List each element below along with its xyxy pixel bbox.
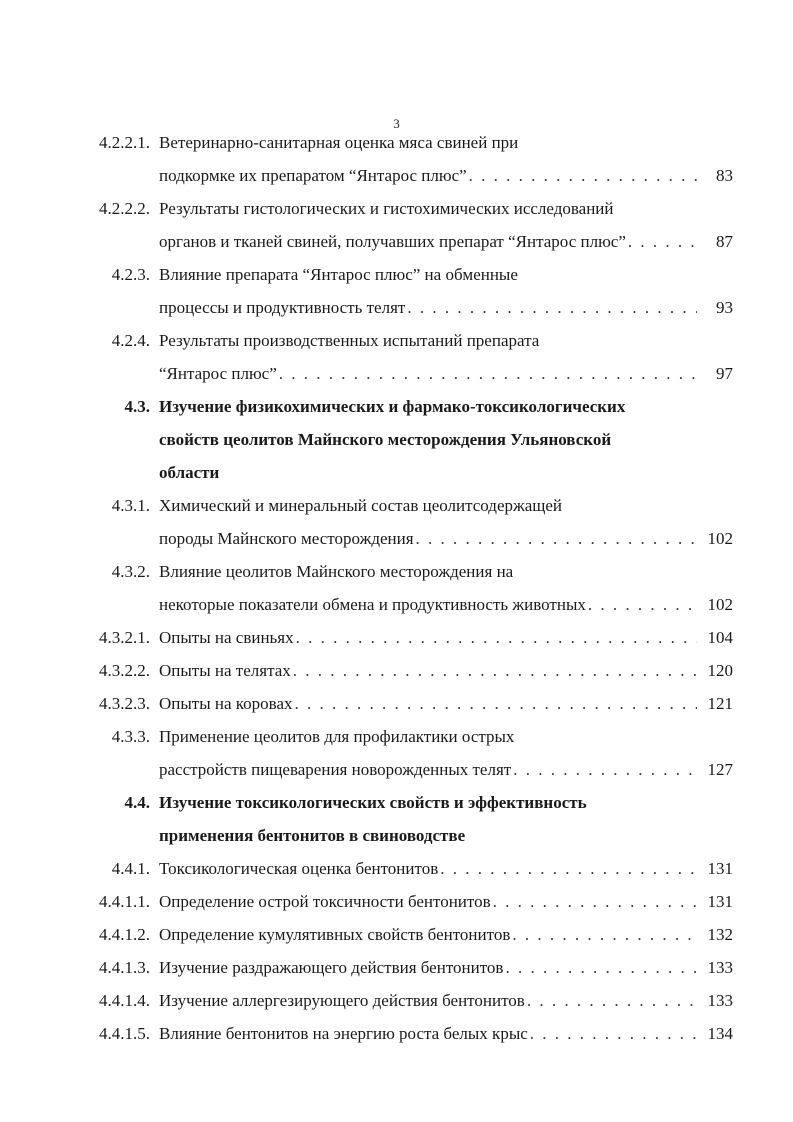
toc-entry-page: 97 xyxy=(716,364,733,383)
toc-entry-title: подкормке их препаратом “Янтарос плюс” xyxy=(159,166,467,185)
toc-entry xyxy=(0,192,793,258)
toc-entry-page: 83 xyxy=(716,166,733,185)
dot-leader xyxy=(279,357,697,390)
toc-entry xyxy=(0,621,793,654)
toc-entry xyxy=(0,489,793,555)
toc-entry-title: применения бентонитов в свиноводстве xyxy=(159,826,466,845)
toc-entry-page: 133 xyxy=(707,991,733,1010)
toc-entry-number: 4.3.2. xyxy=(111,562,150,581)
toc-entry-page: 104 xyxy=(707,628,733,647)
toc-entry-number: 4.3.1. xyxy=(111,496,150,515)
toc-entry-number: 4.3.2.1. xyxy=(99,628,150,647)
toc-entry xyxy=(0,126,793,192)
toc-entry xyxy=(0,1017,793,1050)
toc-entry-page: 131 xyxy=(707,892,733,911)
toc-entry-number: 4.4.1.4. xyxy=(99,991,150,1010)
toc-section-heading xyxy=(0,390,793,489)
toc-entry-number: 4.2.2.2. xyxy=(99,199,150,218)
toc-entry xyxy=(0,654,793,687)
toc-entry-page: 102 xyxy=(707,529,733,548)
toc-entry-number: 4.4. xyxy=(124,793,150,812)
toc-entry-title: Опыты на свиньях xyxy=(159,628,294,647)
toc-section-heading xyxy=(0,786,793,852)
dot-leader xyxy=(293,654,697,687)
toc-entry-number: 4.4.1. xyxy=(111,859,150,878)
toc-entry-number: 4.3.2.3. xyxy=(99,694,150,713)
dot-leader xyxy=(512,918,697,951)
toc-entry-number: 4.2.4. xyxy=(111,331,150,350)
toc-entry-title: Результаты производственных испытаний препарата xyxy=(159,331,540,350)
toc-entry-number: 4.3.2.2. xyxy=(99,661,150,680)
toc-entry-number: 4.3.3. xyxy=(111,727,150,746)
toc-entry-page: 121 xyxy=(707,694,733,713)
dot-leader xyxy=(295,687,697,720)
dot-leader xyxy=(407,291,697,324)
toc-entry-page: 132 xyxy=(707,925,733,944)
toc-entry-title: Определение кумулятивных свойств бентонитов xyxy=(159,925,511,944)
toc-entry-title: Изучение токсикологических свойств и эффективность xyxy=(159,793,587,812)
dot-leader xyxy=(588,588,697,621)
toc-entry-number: 4.2.3. xyxy=(111,265,150,284)
toc-entry-page: 133 xyxy=(707,958,733,977)
toc-entry-title: Опыты на телятах xyxy=(159,661,291,680)
toc-entry-title: расстройств пищеварения новорожденных телят xyxy=(159,760,512,779)
toc-entry-number: 4.4.1.1. xyxy=(99,892,150,911)
toc-entry xyxy=(0,258,793,324)
toc-entry-title: Влияние бентонитов на энергию роста белых крыс xyxy=(159,1024,528,1043)
toc-entry-page: 93 xyxy=(716,298,733,317)
toc-entry xyxy=(0,918,793,951)
dot-leader xyxy=(513,753,697,786)
toc-entry-title: процессы и продуктивность телят xyxy=(159,298,406,317)
toc-entry-title: Применение цеолитов для профилактики острых xyxy=(159,727,515,746)
toc-entry xyxy=(0,324,793,390)
dot-leader xyxy=(628,225,697,258)
toc-entry-title: Изучение аллергезирующего действия бентонитов xyxy=(159,991,525,1010)
toc-entry-title: Химический и минеральный состав цеолитсодержащей xyxy=(159,496,563,515)
toc-entry xyxy=(0,885,793,918)
toc-entry-page: 127 xyxy=(707,760,733,779)
dot-leader xyxy=(493,885,697,918)
dot-leader xyxy=(416,522,697,555)
toc-entry-page: 134 xyxy=(707,1024,733,1043)
page-number: 3 xyxy=(393,116,400,131)
toc-entry-title: некоторые показатели обмена и продуктивность животных xyxy=(159,595,586,614)
toc-entry-page: 131 xyxy=(707,859,733,878)
toc-entry-title: Изучение физикохимических и фармако-токсикологических xyxy=(159,397,626,416)
toc-entry-number: 4.3. xyxy=(124,397,150,416)
toc-entry-title: Результаты гистологических и гистохимических исследований xyxy=(159,199,614,218)
toc-entry-title: Ветеринарно-санитарная оценка мяса свиней при xyxy=(159,133,519,152)
toc-entry xyxy=(0,555,793,621)
toc-entry-title: Влияние цеолитов Майнского месторождения на xyxy=(159,562,514,581)
dot-leader xyxy=(530,1017,697,1050)
toc-entry xyxy=(0,687,793,720)
dot-leader xyxy=(527,984,697,1017)
dot-leader xyxy=(505,951,697,984)
toc-entry xyxy=(0,720,793,786)
dot-leader xyxy=(440,852,697,885)
toc-entry-number: 4.2.2.1. xyxy=(99,133,150,152)
toc-entry-title: Влияние препарата “Янтарос плюс” на обменные xyxy=(159,265,518,284)
toc-entry-page: 102 xyxy=(707,595,733,614)
dot-leader xyxy=(296,621,697,654)
toc-entry-title: породы Майнского месторождения xyxy=(159,529,414,548)
toc-entry-title: Токсикологическая оценка бентонитов xyxy=(159,859,439,878)
table-of-contents xyxy=(0,126,793,1050)
toc-entry xyxy=(0,852,793,885)
toc-entry-number: 4.4.1.5. xyxy=(99,1024,150,1043)
toc-entry-title: Определение острой токсичности бентонитов xyxy=(159,892,491,911)
toc-entry-title: Изучение раздражающего действия бентонитов xyxy=(159,958,504,977)
toc-entry xyxy=(0,951,793,984)
toc-entry-title: свойств цеолитов Майнского месторождения Ульяновской xyxy=(159,430,612,449)
dot-leader xyxy=(469,159,697,192)
toc-entry xyxy=(0,984,793,1017)
toc-entry-number: 4.4.1.2. xyxy=(99,925,150,944)
toc-entry-number: 4.4.1.3. xyxy=(99,958,150,977)
toc-entry-page: 120 xyxy=(707,661,733,680)
toc-entry-title: Опыты на коровах xyxy=(159,694,293,713)
toc-entry-title: области xyxy=(159,463,220,482)
toc-entry-page: 87 xyxy=(716,232,733,251)
toc-entry-title: “Янтарос плюс” xyxy=(159,364,277,383)
toc-entry-title: органов и тканей свиней, получавших препарат “Янтарос плюс” xyxy=(159,232,626,251)
